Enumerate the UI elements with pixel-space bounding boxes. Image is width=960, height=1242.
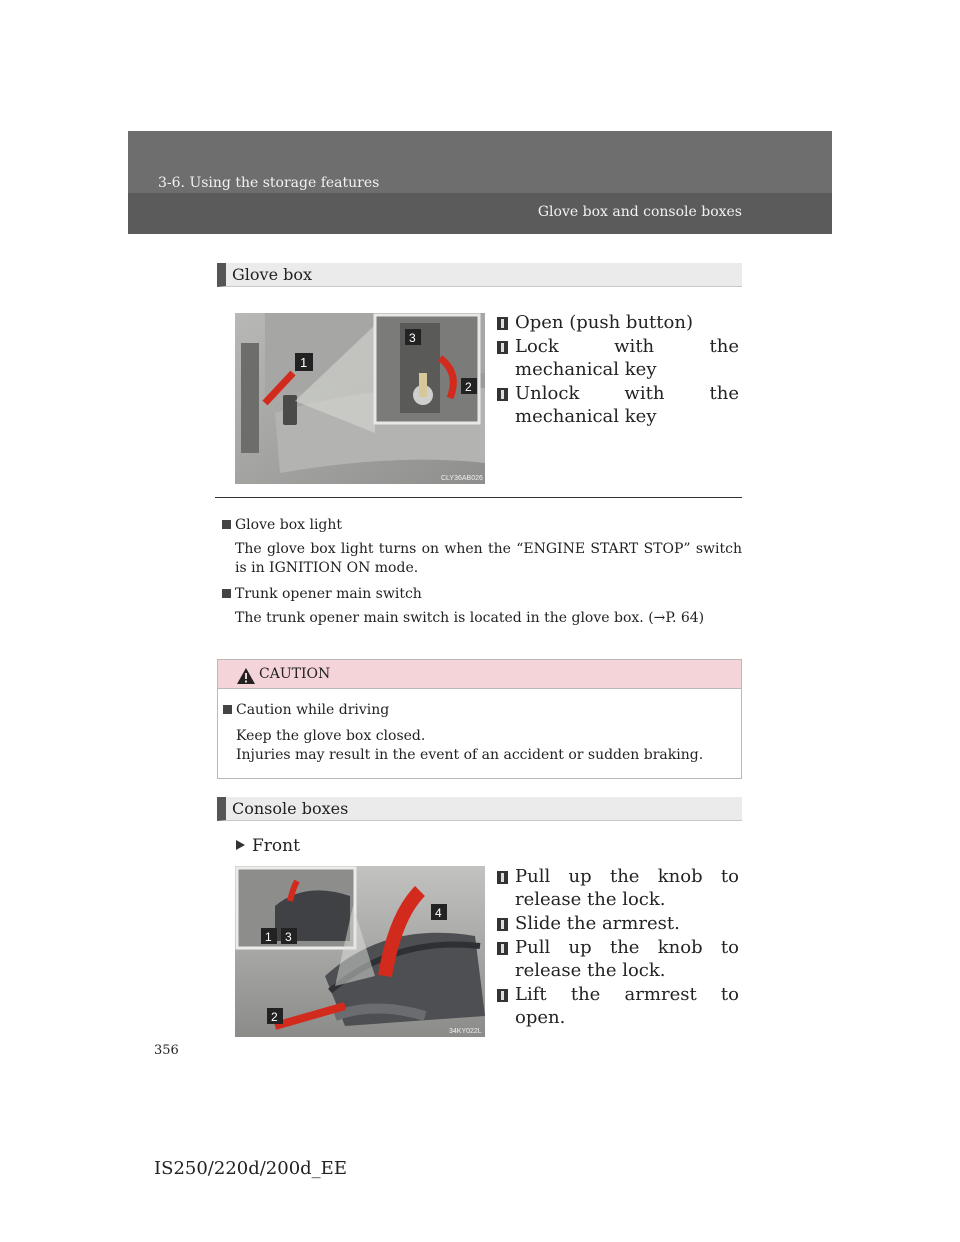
step-item: Slide the armrest. [497,912,739,935]
image-code: 34KY022L [449,1028,482,1035]
console-box-steps [497,865,739,1030]
note-body: The glove box light turns on when the “ENGINE START STOP” switch is in IGNITION ON mode. [235,541,742,576]
step-number-icon [497,317,508,330]
section-title: 3-6. Using the storage features [158,175,380,191]
step-item: Pull up the knob to release the lock. [497,865,739,911]
step-item: Open (push button) [497,311,739,334]
note-glove-box-light [222,517,742,578]
footer-model: IS250/220d/200d_EE [154,1158,347,1179]
glove-box-steps [497,311,739,429]
step-number-icon [497,942,508,955]
glove-box-heading [217,263,742,287]
caution-header [218,660,741,689]
callout-3: 3 [409,331,416,345]
note-body: The trunk opener main switch is located in the glove box. (→P. 64) [235,610,705,626]
step-item: Unlock with the mechanical key [497,382,739,428]
note-title: Trunk opener main switch [222,586,742,602]
callout-1: 1 [265,930,272,944]
callout-4: 4 [435,906,442,920]
console-boxes-heading [217,797,742,821]
step-number-icon [497,989,508,1002]
note-title: Glove box light [222,517,742,533]
step-item: Pull up the knob to release the lock. [497,936,739,982]
glove-box-heading-text: Glove box [232,265,313,284]
callout-2: 2 [465,380,472,394]
triangle-bullet-icon [236,840,245,850]
page-number: 356 [154,1043,179,1058]
step-item: Lift the armrest to open. [497,983,739,1029]
step-number-icon [497,918,508,931]
page-header [128,131,832,234]
caution-line: Injuries may result in the event of an accident or sudden braking. [236,747,704,763]
console-box-photo [235,866,485,1037]
front-subheading: Front [236,836,300,856]
image-code: CLY36AB026 [441,475,483,482]
page-title-bar [128,193,832,234]
step-number-icon [497,341,508,354]
caution-item-body [223,727,733,765]
caution-body [223,702,733,765]
step-item: Lock with the mechanical key [497,335,739,381]
note-trunk-opener [222,586,742,628]
console-boxes-heading-text: Console boxes [232,799,349,818]
callout-1: 1 [300,355,308,370]
step-number-icon [497,871,508,884]
callout-2: 2 [271,1010,278,1024]
callout-3: 3 [285,930,292,944]
warning-icon [236,667,256,685]
page-title: Glove box and console boxes [537,204,742,220]
glove-box-photo [235,313,485,484]
caution-line: Keep the glove box closed. [236,728,426,744]
step-number-icon [497,388,508,401]
caution-box [217,659,742,779]
caution-label: CAUTION [259,666,331,682]
caution-item-title: Caution while driving [223,702,733,718]
section-divider [215,497,742,498]
